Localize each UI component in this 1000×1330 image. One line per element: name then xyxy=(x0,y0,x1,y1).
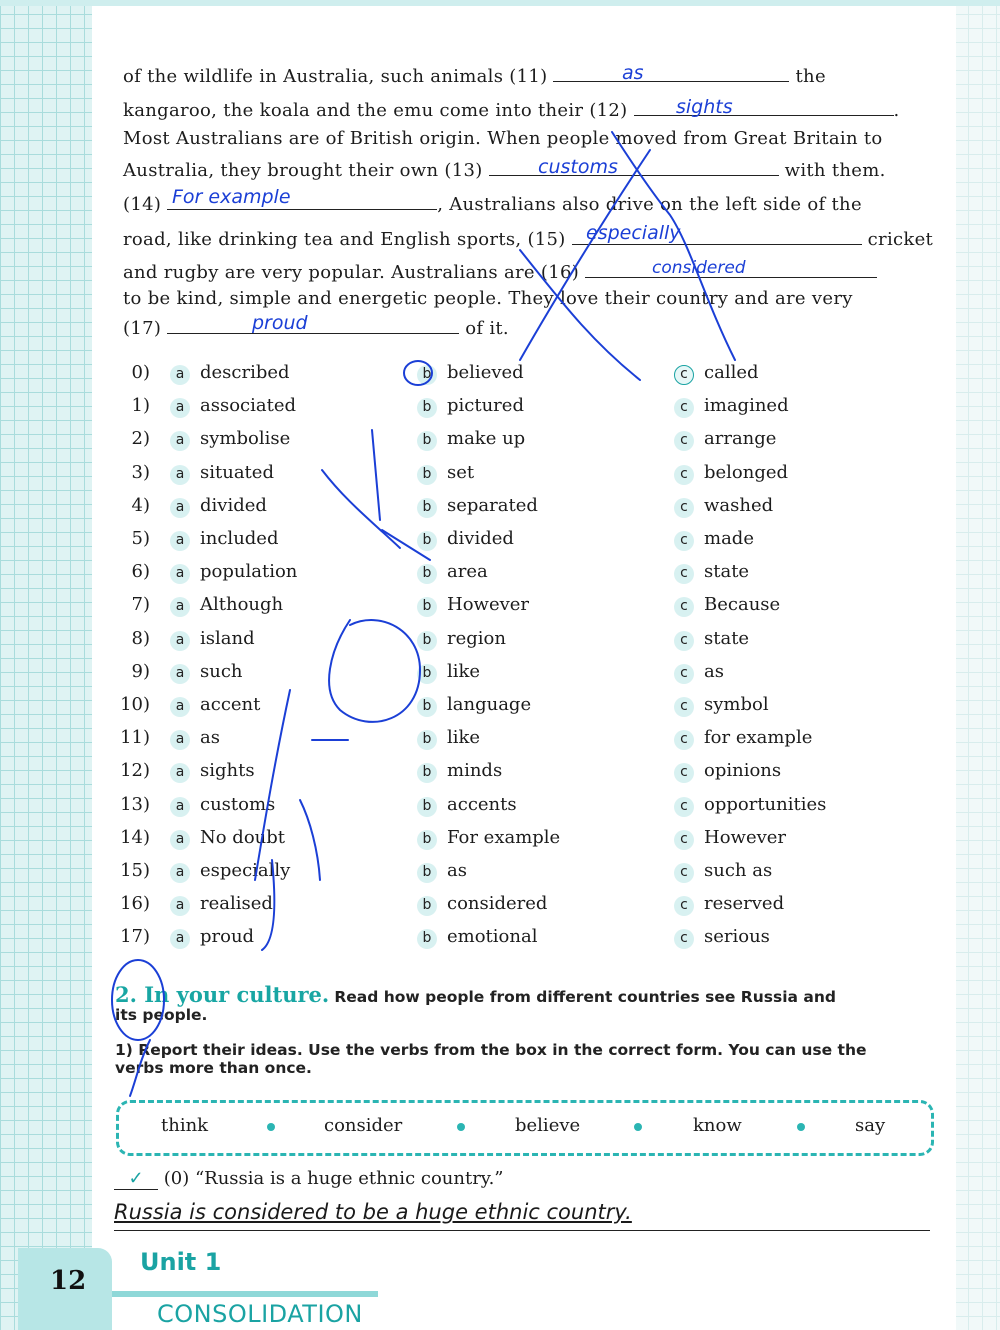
option-word: emotional xyxy=(447,926,538,947)
option-word: set xyxy=(447,462,475,483)
passage-line-7 xyxy=(123,262,877,283)
option-a[interactable] xyxy=(170,495,267,518)
option-word: divided xyxy=(200,495,267,516)
blank-17[interactable] xyxy=(167,332,459,334)
option-row-number: 6) xyxy=(131,561,150,582)
option-row-number: 15) xyxy=(120,860,150,881)
option-letter-c: c xyxy=(674,929,694,949)
option-word: called xyxy=(704,362,759,383)
passage-text: Australia, they brought their own (13) xyxy=(123,160,483,181)
option-word: washed xyxy=(704,495,774,516)
verb-consider: consider xyxy=(324,1115,403,1136)
option-letter-c: c xyxy=(674,597,694,617)
handwritten-answer-14: For example xyxy=(172,186,291,208)
verb-know: know xyxy=(693,1115,742,1136)
option-row-number: 14) xyxy=(120,827,150,848)
option-letter-c: c xyxy=(674,531,694,551)
option-word: pictured xyxy=(447,395,524,416)
option-word: customs xyxy=(200,794,276,815)
option-letter-c: c xyxy=(674,830,694,850)
option-letter-b: b xyxy=(417,365,437,385)
option-row-number: 9) xyxy=(131,661,150,682)
option-letter-c: c xyxy=(674,730,694,750)
option-b[interactable] xyxy=(417,561,488,584)
option-word: opportunities xyxy=(704,794,827,815)
option-word: considered xyxy=(447,893,548,914)
option-word: for example xyxy=(704,727,813,748)
option-letter-a: a xyxy=(170,564,190,584)
option-word: symbol xyxy=(704,694,769,715)
option-c[interactable] xyxy=(674,428,776,451)
option-letter-b: b xyxy=(417,863,437,883)
bullet-dot xyxy=(634,1123,642,1131)
option-a[interactable] xyxy=(170,760,255,783)
option-c[interactable] xyxy=(674,794,826,817)
passage-line-1 xyxy=(123,66,826,87)
option-row-number: 5) xyxy=(131,528,150,549)
option-letter-a: a xyxy=(170,863,190,883)
option-letter-b: b xyxy=(417,631,437,651)
option-letter-b: b xyxy=(417,664,437,684)
option-letter-a: a xyxy=(170,498,190,518)
option-letter-a: a xyxy=(170,830,190,850)
option-letter-c: c xyxy=(674,365,694,385)
option-letter-b: b xyxy=(417,531,437,551)
task2-instruction-cont: verbs more than once. xyxy=(115,1059,312,1077)
option-b[interactable] xyxy=(417,694,531,717)
option-letter-a: a xyxy=(170,797,190,817)
option-c[interactable] xyxy=(674,362,759,385)
option-row-number: 2) xyxy=(131,428,150,449)
option-word: island xyxy=(200,628,255,649)
option-c[interactable] xyxy=(674,594,780,617)
option-letter-a: a xyxy=(170,697,190,717)
option-row-number: 3) xyxy=(131,462,150,483)
option-b[interactable] xyxy=(417,528,514,551)
option-c[interactable] xyxy=(674,661,724,684)
option-letter-b: b xyxy=(417,398,437,418)
option-word: such as xyxy=(704,860,773,881)
option-letter-a: a xyxy=(170,763,190,783)
option-b[interactable] xyxy=(417,495,538,518)
passage-line-9 xyxy=(123,318,509,339)
option-a[interactable] xyxy=(170,893,273,916)
bullet-dot xyxy=(797,1123,805,1131)
option-letter-a: a xyxy=(170,631,190,651)
option-letter-c: c xyxy=(674,431,694,451)
handwritten-answer-13: customs xyxy=(538,156,618,178)
passage-text: kangaroo, the koala and the emu come into their (12) xyxy=(123,100,628,121)
option-a[interactable] xyxy=(170,860,290,883)
option-letter-a: a xyxy=(170,664,190,684)
option-letter-a: a xyxy=(170,730,190,750)
option-b[interactable] xyxy=(417,428,525,451)
option-word: divided xyxy=(447,528,514,549)
option-word: reserved xyxy=(704,893,785,914)
option-c[interactable] xyxy=(674,760,781,783)
section-label: CONSOLIDATION xyxy=(157,1300,363,1328)
option-b[interactable] xyxy=(417,362,524,385)
option-letter-a: a xyxy=(170,398,190,418)
option-letter-a: a xyxy=(170,531,190,551)
option-letter-b: b xyxy=(417,830,437,850)
page-number: 12 xyxy=(50,1266,87,1296)
option-letter-b: b xyxy=(417,929,437,949)
passage-line-8: to be kind, simple and energetic people. They love their country and are very xyxy=(123,288,853,309)
passage-text: road, like drinking tea and English sports, (15) xyxy=(123,229,566,250)
option-row-number: 13) xyxy=(120,794,150,815)
option-b[interactable] xyxy=(417,893,547,916)
option-letter-a: a xyxy=(170,896,190,916)
option-row-number: 4) xyxy=(131,495,150,516)
option-letter-b: b xyxy=(417,896,437,916)
option-word: accent xyxy=(200,694,261,715)
option-letter-b: b xyxy=(417,597,437,617)
option-a[interactable] xyxy=(170,362,290,385)
option-c[interactable] xyxy=(674,893,784,916)
option-c[interactable] xyxy=(674,827,786,850)
option-letter-c: c xyxy=(674,863,694,883)
handwritten-answer-11: as xyxy=(622,62,644,84)
task2-title: 2. In your culture. xyxy=(115,982,330,1007)
option-letter-c: c xyxy=(674,631,694,651)
option-word: separated xyxy=(447,495,538,516)
option-row-number: 8) xyxy=(131,628,150,649)
option-a[interactable] xyxy=(170,395,296,418)
option-word: believed xyxy=(447,362,524,383)
option-word: Although xyxy=(200,594,284,615)
option-b[interactable] xyxy=(417,860,467,883)
verb-believe: believe xyxy=(515,1115,581,1136)
option-a[interactable] xyxy=(170,628,255,651)
option-word: realised xyxy=(200,893,273,914)
option-letter-c: c xyxy=(674,465,694,485)
option-b[interactable] xyxy=(417,794,517,817)
option-letter-b: b xyxy=(417,465,437,485)
option-a[interactable] xyxy=(170,827,285,850)
unit-label: Unit 1 xyxy=(140,1248,222,1276)
passage-line-2 xyxy=(123,100,900,121)
option-word: Because xyxy=(704,594,781,615)
option-c[interactable] xyxy=(674,528,754,551)
option-word: like xyxy=(447,661,481,682)
option-row-number: 12) xyxy=(120,760,150,781)
blank-12[interactable] xyxy=(634,114,894,116)
blank-14[interactable] xyxy=(167,208,437,210)
example-line xyxy=(114,1168,504,1190)
verb-think: think xyxy=(161,1115,209,1136)
option-word: as xyxy=(447,860,467,881)
passage-text: (14) xyxy=(123,194,162,215)
option-a[interactable] xyxy=(170,528,278,551)
option-word: made xyxy=(704,528,754,549)
passage-line-4 xyxy=(123,160,886,181)
option-letter-c: c xyxy=(674,564,694,584)
option-letter-c: c xyxy=(674,896,694,916)
passage-text: , Australians also drive on the left side of the xyxy=(437,194,862,215)
option-row-number: 0) xyxy=(131,362,150,383)
option-word: However xyxy=(704,827,787,848)
option-letter-b: b xyxy=(417,763,437,783)
option-word: state xyxy=(704,561,750,582)
task2-heading xyxy=(115,982,836,1007)
handwritten-answer-15: especially xyxy=(586,222,681,244)
option-word: accents xyxy=(447,794,517,815)
option-a[interactable] xyxy=(170,462,274,485)
option-word: as xyxy=(200,727,220,748)
passage-line-6 xyxy=(123,229,933,250)
task2-intro: Read how people from different countries see Russia and xyxy=(334,988,836,1006)
option-word: state xyxy=(704,628,750,649)
option-a[interactable] xyxy=(170,926,254,949)
option-letter-c: c xyxy=(674,697,694,717)
option-b[interactable] xyxy=(417,727,480,750)
option-letter-a: a xyxy=(170,365,190,385)
option-c[interactable] xyxy=(674,860,772,883)
option-letter-b: b xyxy=(417,564,437,584)
option-c[interactable] xyxy=(674,727,812,750)
option-word: situated xyxy=(200,462,274,483)
check-mark: ✓ xyxy=(114,1168,158,1190)
option-word: For example xyxy=(447,827,561,848)
option-letter-c: c xyxy=(674,664,694,684)
option-b[interactable] xyxy=(417,926,537,949)
option-a[interactable] xyxy=(170,428,290,451)
option-b[interactable] xyxy=(417,760,502,783)
option-a[interactable] xyxy=(170,661,243,684)
passage-text: and rugby are very popular. Australians are (16) xyxy=(123,262,580,283)
option-c[interactable] xyxy=(674,495,773,518)
option-letter-c: c xyxy=(674,797,694,817)
option-word: included xyxy=(200,528,279,549)
option-word: region xyxy=(447,628,506,649)
option-row-number: 10) xyxy=(120,694,150,715)
option-word: imagined xyxy=(704,395,789,416)
option-word: described xyxy=(200,362,290,383)
option-row-number: 17) xyxy=(120,926,150,947)
example-answer: Russia is considered to be a huge ethnic country. xyxy=(114,1200,930,1231)
option-b[interactable] xyxy=(417,827,560,850)
handwritten-answer-12: sights xyxy=(676,96,733,118)
grid-margin-right xyxy=(954,0,1000,1330)
bullet-dot xyxy=(267,1123,275,1131)
option-a[interactable] xyxy=(170,561,297,584)
option-b[interactable] xyxy=(417,395,524,418)
option-letter-a: a xyxy=(170,431,190,451)
option-word: as xyxy=(704,661,724,682)
option-a[interactable] xyxy=(170,694,260,717)
option-word: like xyxy=(447,727,481,748)
option-word: such xyxy=(200,661,243,682)
passage-text: of it. xyxy=(465,318,509,339)
option-word: serious xyxy=(704,926,770,947)
option-word: arrange xyxy=(704,428,777,449)
option-word: proud xyxy=(200,926,255,947)
option-letter-c: c xyxy=(674,763,694,783)
handwritten-answer-17: proud xyxy=(252,312,308,334)
option-b[interactable] xyxy=(417,661,480,684)
option-a[interactable] xyxy=(170,594,283,617)
option-letter-b: b xyxy=(417,730,437,750)
option-word: especially xyxy=(200,860,291,881)
option-letter-a: a xyxy=(170,465,190,485)
option-word: belonged xyxy=(704,462,789,483)
task2-instruction: 1) Report their ideas. Use the verbs from the box in the correct form. You can use the xyxy=(115,1041,867,1059)
option-c[interactable] xyxy=(674,561,749,584)
blank-11[interactable] xyxy=(553,80,789,82)
option-a[interactable] xyxy=(170,794,275,817)
option-b[interactable] xyxy=(417,628,506,651)
option-letter-a: a xyxy=(170,597,190,617)
option-word: sights xyxy=(200,760,255,781)
passage-text: cricket xyxy=(867,229,934,250)
option-word: symbolise xyxy=(200,428,291,449)
option-word: No doubt xyxy=(200,827,286,848)
option-letter-c: c xyxy=(674,498,694,518)
option-c[interactable] xyxy=(674,628,749,651)
option-word: associated xyxy=(200,395,297,416)
option-letter-b: b xyxy=(417,431,437,451)
passage-line-3: Most Australians are of British origin. When people moved from Great Britain to xyxy=(123,128,883,149)
option-a[interactable] xyxy=(170,727,220,750)
option-row-number: 1) xyxy=(131,395,150,416)
option-row-number: 11) xyxy=(120,727,150,748)
passage-text: the xyxy=(795,66,826,87)
option-letter-b: b xyxy=(417,498,437,518)
option-c[interactable] xyxy=(674,462,788,485)
passage-text: (17) xyxy=(123,318,162,339)
option-word: opinions xyxy=(704,760,782,781)
passage-text: with them. xyxy=(784,160,886,181)
option-c[interactable] xyxy=(674,694,769,717)
option-letter-b: b xyxy=(417,697,437,717)
option-word: area xyxy=(447,561,488,582)
verb-box xyxy=(116,1100,934,1156)
section-rule xyxy=(112,1291,378,1297)
option-word: make up xyxy=(447,428,526,449)
option-letter-a: a xyxy=(170,929,190,949)
option-c[interactable] xyxy=(674,926,770,949)
option-letter-c: c xyxy=(674,398,694,418)
handwritten-answer-16: considered xyxy=(652,258,746,278)
option-c[interactable] xyxy=(674,395,789,418)
bullet-dot xyxy=(457,1123,465,1131)
passage-text: of the wildlife in Australia, such animals (11) xyxy=(123,66,548,87)
option-b[interactable] xyxy=(417,462,474,485)
option-word: However xyxy=(447,594,530,615)
task2-intro-cont: its people. xyxy=(115,1006,208,1024)
option-letter-b: b xyxy=(417,797,437,817)
example-text: (0) “Russia is a huge ethnic country.” xyxy=(163,1168,504,1189)
option-row-number: 7) xyxy=(131,594,150,615)
option-b[interactable] xyxy=(417,594,529,617)
grid-margin-top xyxy=(0,0,1000,6)
option-word: population xyxy=(200,561,298,582)
verb-say: say xyxy=(855,1115,886,1136)
passage-text: . xyxy=(893,100,900,121)
option-word: minds xyxy=(447,760,503,781)
blank-13[interactable] xyxy=(489,174,779,176)
option-word: language xyxy=(447,694,532,715)
option-row-number: 16) xyxy=(120,893,150,914)
